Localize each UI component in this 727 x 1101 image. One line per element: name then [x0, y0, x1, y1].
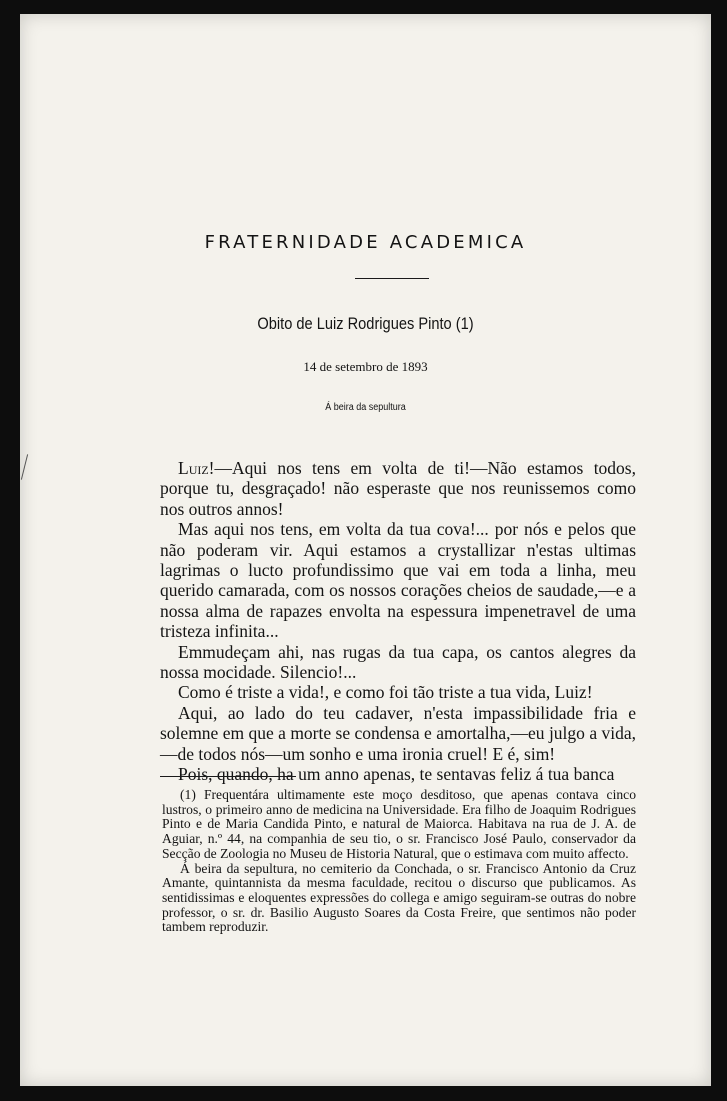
title-divider	[355, 278, 429, 279]
article-date: 14 de setembro de 1893	[303, 359, 428, 374]
footnotes	[162, 788, 636, 935]
margin-mark	[21, 454, 28, 479]
opening-text: —Aqui nos tens em volta de ti!—Não estamos todos, porque tu, desgraçado! não esperaste que nos reunissemos como nos outros annos!	[160, 458, 636, 519]
body-paragraph	[160, 458, 636, 519]
article-body	[160, 458, 636, 785]
footnote-paragraph: Á beira da sepultura, no cemiterio da Conchada, o sr. Francisco Antonio da Cruz Amante, quintannista da mesma faculdade, recitou o discurso que publicamos. As sentidissimas e eloquentes expressões do collega e amigo seguiram-se outras do nobre professor, o sr. dr. Basilio Augusto Soares da Costa Freire, que sentimos não poder tambem reproduzir.	[162, 860, 636, 935]
body-paragraph: Pois, quando, ha um anno apenas, te sentavas feliz á tua banca	[178, 764, 615, 785]
document-page	[20, 14, 711, 1086]
footnote-paragraph: (1) Frequentára ultimamente este moço desditoso, que apenas contava cinco lustros, o primeiro anno de medicina na Universidade. Era filho de Joaquim Rodrigues Pinto e de Maria Candida Pinto, e natural de Maiorca. Habitava na rua de J. A. de Aguiar, n.º 44, na companhia de seu tio, o sr. Francisco José Paulo, conservador da Secção de Zoologia no Museu de Historia Natural, que o estimava com muito affecto.	[162, 787, 636, 861]
body-paragraph: Aqui, ao lado do teu cadaver, n'esta impassibilidade fria e solemne em que a morte se condensa e amortalha,—eu julgo a vida,—de todos nós—um sonho e uma ironia cruel! E é, sim!	[160, 702, 636, 764]
epigraph: Á beira da sepultura	[325, 402, 406, 413]
body-paragraph: Mas aqui nos tens, em volta da tua cova!... por nós e pelos que não poderam vir. Aqui estamos a crystallizar n'estas ultimas lagrimas o lucto profundissimo que vai em toda a linha, meu querido camarada, com os nossos corações cheios de saudade,—e a nossa alma de rapazes envolta na espessura impenetravel de uma tristeza infinita...	[160, 519, 636, 642]
body-paragraph: Como é triste a vida!, e como foi tão triste a tua vida, Luiz!	[178, 682, 593, 703]
footnote-divider	[160, 776, 296, 777]
article-subtitle: Obito de Luiz Rodrigues Pinto (1)	[257, 314, 474, 333]
opening-word: Luiz!	[178, 458, 215, 478]
section-title: FRATERNIDADE ACADEMICA	[204, 232, 527, 253]
body-paragraph: Emmudeçam ahi, nas rugas da tua capa, os cantos alegres da nossa mocidade. Silencio!...	[160, 641, 636, 683]
